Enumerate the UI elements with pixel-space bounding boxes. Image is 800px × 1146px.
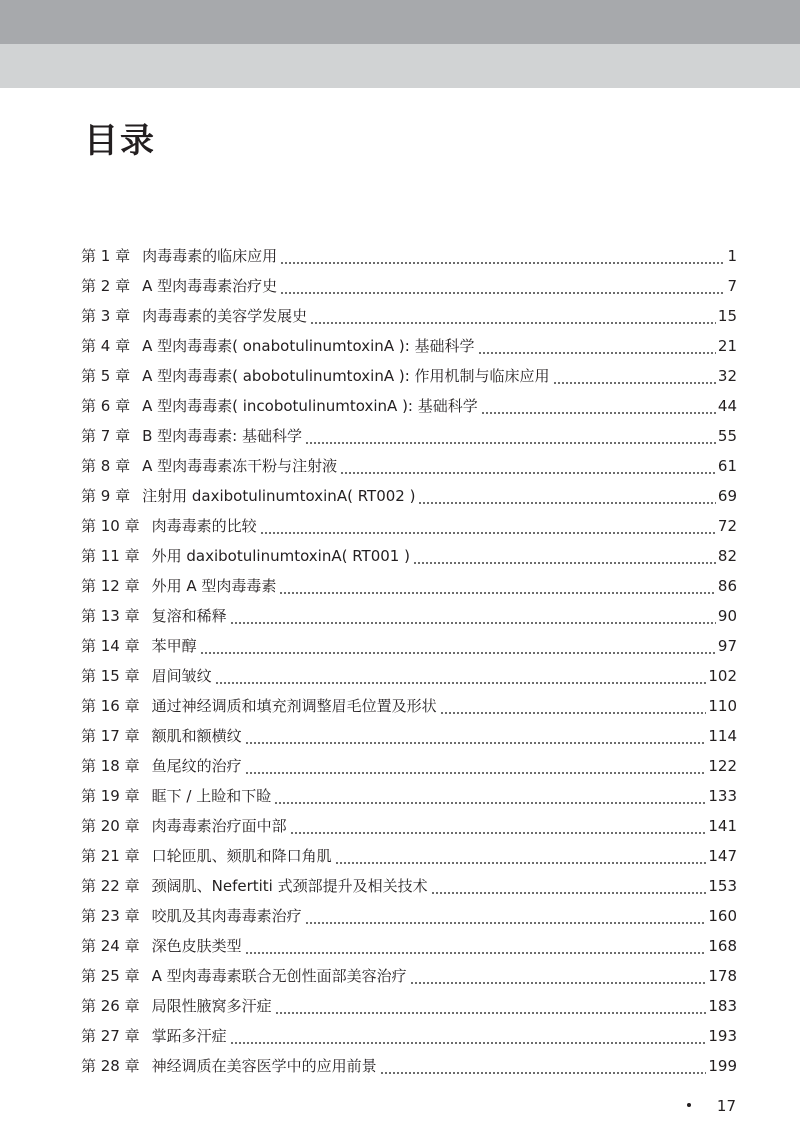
toc-chapter-number: 第 23 章 <box>81 907 140 925</box>
toc-chapter-number: 第 18 章 <box>81 757 140 775</box>
toc-chapter-number: 第 26 章 <box>81 997 140 1015</box>
toc-entry[interactable] <box>81 781 737 811</box>
toc-dot-leader <box>290 811 707 841</box>
toc-page-number: 168 <box>708 937 737 955</box>
toc-chapter-title: A 型肉毒毒素治疗史 <box>142 277 278 295</box>
toc-page-number: 183 <box>708 997 737 1015</box>
toc-entry[interactable] <box>81 901 737 931</box>
header-band-light <box>0 44 800 88</box>
toc-dot-leader <box>279 571 715 601</box>
toc-dot-leader <box>413 541 716 571</box>
toc-page-number: 44 <box>717 397 737 415</box>
toc-page-number: 32 <box>717 367 737 385</box>
toc-page-number: 160 <box>708 907 737 925</box>
toc-chapter-number: 第 16 章 <box>81 697 140 715</box>
toc-page-number: 1 <box>727 247 737 265</box>
toc-entry[interactable] <box>81 1051 737 1081</box>
toc-chapter-title: 苯甲醇 <box>151 637 197 655</box>
toc-chapter-title: 注射用 daxibotulinumtoxinA( RT002 ) <box>142 487 416 505</box>
toc-page-number: 21 <box>717 337 737 355</box>
toc-chapter-number: 第 15 章 <box>81 667 140 685</box>
toc-entry[interactable] <box>81 331 737 361</box>
toc-chapter-title: 颈阔肌、Nefertiti 式颈部提升及相关技术 <box>151 877 428 895</box>
toc-chapter-number: 第 8 章 <box>81 457 131 475</box>
toc-entry[interactable] <box>81 841 737 871</box>
toc-page-number: 72 <box>717 517 737 535</box>
toc-chapter-number: 第 5 章 <box>81 367 131 385</box>
toc-page-number: 147 <box>708 847 737 865</box>
toc-page-number: 90 <box>717 607 737 625</box>
toc-chapter-title: 掌跖多汗症 <box>151 1027 227 1045</box>
toc-dot-leader <box>431 871 707 901</box>
toc-dot-leader <box>245 931 707 961</box>
toc-chapter-number: 第 27 章 <box>81 1027 140 1045</box>
toc-chapter-number: 第 17 章 <box>81 727 140 745</box>
toc-entry[interactable] <box>81 271 737 301</box>
bullet-icon <box>687 1103 691 1107</box>
toc-chapter-title: 通过神经调质和填充剂调整眉毛位置及形状 <box>151 697 437 715</box>
toc-dot-leader <box>230 1021 707 1051</box>
toc-dot-leader <box>310 301 716 331</box>
toc-page-number: 7 <box>727 277 737 295</box>
toc-dot-leader <box>280 241 725 271</box>
toc-dot-leader <box>275 991 707 1021</box>
toc-dot-leader <box>215 661 707 691</box>
toc-chapter-number: 第 9 章 <box>81 487 131 505</box>
toc-entry[interactable] <box>81 451 737 481</box>
toc-page-number: 69 <box>717 487 737 505</box>
toc-entry[interactable] <box>81 301 737 331</box>
toc-chapter-number: 第 25 章 <box>81 967 140 985</box>
toc-chapter-title: 眉间皱纹 <box>151 667 212 685</box>
toc-page-number: 97 <box>717 637 737 655</box>
toc-page-number: 141 <box>708 817 737 835</box>
page-number: 17 <box>716 1097 736 1115</box>
toc-chapter-number: 第 3 章 <box>81 307 131 325</box>
toc-chapter-title: 鱼尾纹的治疗 <box>151 757 242 775</box>
toc-chapter-number: 第 20 章 <box>81 817 140 835</box>
toc-chapter-title: A 型肉毒毒素( incobotulinumtoxinA ): 基础科学 <box>142 397 478 415</box>
toc-page-number: 178 <box>708 967 737 985</box>
toc-chapter-number: 第 13 章 <box>81 607 140 625</box>
toc-dot-leader <box>274 781 706 811</box>
toc-dot-leader <box>478 331 716 361</box>
toc-chapter-title: 深色皮肤类型 <box>151 937 242 955</box>
toc-chapter-title: A 型肉毒毒素冻干粉与注射液 <box>142 457 338 475</box>
toc-chapter-number: 第 7 章 <box>81 427 131 445</box>
toc-page-number: 122 <box>708 757 737 775</box>
toc-entry[interactable] <box>81 391 737 421</box>
toc-entry[interactable] <box>81 601 737 631</box>
toc-page-number: 114 <box>708 727 737 745</box>
toc-dot-leader <box>305 421 716 451</box>
toc-entry[interactable] <box>81 511 737 541</box>
toc-dot-leader <box>335 841 707 871</box>
toc-entry[interactable] <box>81 541 737 571</box>
toc-chapter-title: 肉毒毒素的比较 <box>151 517 257 535</box>
toc-dot-leader <box>380 1051 707 1081</box>
toc-dot-leader <box>230 601 716 631</box>
toc-chapter-number: 第 10 章 <box>81 517 140 535</box>
toc-dot-leader <box>440 691 707 721</box>
toc-entry[interactable] <box>81 571 737 601</box>
toc-chapter-number: 第 21 章 <box>81 847 140 865</box>
toc-chapter-title: 外用 A 型肉毒毒素 <box>151 577 277 595</box>
toc-page-number: 102 <box>708 667 737 685</box>
toc-chapter-title: 肉毒毒素的临床应用 <box>142 247 278 265</box>
toc-chapter-title: 局限性腋窝多汗症 <box>151 997 272 1015</box>
toc-chapter-title: 肉毒毒素治疗面中部 <box>151 817 287 835</box>
toc-chapter-title: 外用 daxibotulinumtoxinA( RT001 ) <box>151 547 410 565</box>
toc-entry[interactable] <box>81 1021 737 1051</box>
toc-dot-leader <box>245 721 707 751</box>
toc-entry[interactable] <box>81 421 737 451</box>
toc-page-number: 110 <box>708 697 737 715</box>
toc-entry[interactable] <box>81 961 737 991</box>
toc-entry[interactable] <box>81 811 737 841</box>
toc-chapter-title: 神经调质在美容医学中的应用前景 <box>151 1057 377 1075</box>
toc-page-number: 86 <box>717 577 737 595</box>
toc-dot-leader <box>553 361 716 391</box>
toc-entry[interactable] <box>81 991 737 1021</box>
toc-entry[interactable] <box>81 931 737 961</box>
toc-entry[interactable] <box>81 631 737 661</box>
toc-chapter-number: 第 22 章 <box>81 877 140 895</box>
toc-dot-leader <box>305 901 707 931</box>
toc-dot-leader <box>200 631 716 661</box>
toc-chapter-number: 第 1 章 <box>81 247 131 265</box>
toc-chapter-number: 第 14 章 <box>81 637 140 655</box>
toc-dot-leader <box>418 481 715 511</box>
toc-entry[interactable] <box>81 481 737 511</box>
toc-chapter-title: A 型肉毒毒素( abobotulinumtoxinA ): 作用机制与临床应用 <box>142 367 550 385</box>
toc-page-number: 193 <box>708 1027 737 1045</box>
toc-page-number: 15 <box>717 307 737 325</box>
toc-chapter-number: 第 4 章 <box>81 337 131 355</box>
toc-entry[interactable] <box>81 751 737 781</box>
toc-chapter-title: A 型肉毒毒素联合无创性面部美容治疗 <box>151 967 407 985</box>
toc-entry[interactable] <box>81 721 737 751</box>
toc-dot-leader <box>245 751 707 781</box>
toc-chapter-title: 额肌和额横纹 <box>151 727 242 745</box>
toc-page-number: 55 <box>717 427 737 445</box>
toc-chapter-title: 复溶和稀释 <box>151 607 227 625</box>
header-band-dark <box>0 0 800 44</box>
toc-chapter-number: 第 12 章 <box>81 577 140 595</box>
toc-page-number: 133 <box>708 787 737 805</box>
toc-dot-leader <box>410 961 707 991</box>
page-title: 目录 <box>84 121 156 161</box>
toc-dot-leader <box>340 451 716 481</box>
toc-chapter-title: 眶下 / 上睑和下睑 <box>151 787 272 805</box>
toc-chapter-number: 第 28 章 <box>81 1057 140 1075</box>
toc-chapter-title: B 型肉毒毒素: 基础科学 <box>142 427 302 445</box>
toc-page-number: 199 <box>708 1057 737 1075</box>
toc-chapter-title: 肉毒毒素的美容学发展史 <box>142 307 308 325</box>
toc-chapter-number: 第 24 章 <box>81 937 140 955</box>
toc-dot-leader <box>260 511 716 541</box>
toc-page-number: 153 <box>708 877 737 895</box>
toc-chapter-number: 第 11 章 <box>81 547 140 565</box>
toc-chapter-title: 口轮匝肌、颏肌和降口角肌 <box>151 847 332 865</box>
table-of-contents <box>81 241 737 1081</box>
toc-chapter-number: 第 2 章 <box>81 277 131 295</box>
toc-chapter-number: 第 6 章 <box>81 397 131 415</box>
toc-dot-leader <box>481 391 716 421</box>
toc-page-number: 61 <box>717 457 737 475</box>
toc-chapter-title: 咬肌及其肉毒毒素治疗 <box>151 907 302 925</box>
toc-entry[interactable] <box>81 691 737 721</box>
toc-chapter-number: 第 19 章 <box>81 787 140 805</box>
toc-dot-leader <box>280 271 725 301</box>
toc-entry[interactable] <box>81 871 737 901</box>
toc-page-number: 82 <box>717 547 737 565</box>
toc-entry[interactable] <box>81 661 737 691</box>
page-footer <box>687 1094 736 1118</box>
toc-chapter-title: A 型肉毒毒素( onabotulinumtoxinA ): 基础科学 <box>142 337 475 355</box>
toc-entry[interactable] <box>81 361 737 391</box>
toc-entry[interactable] <box>81 241 737 271</box>
